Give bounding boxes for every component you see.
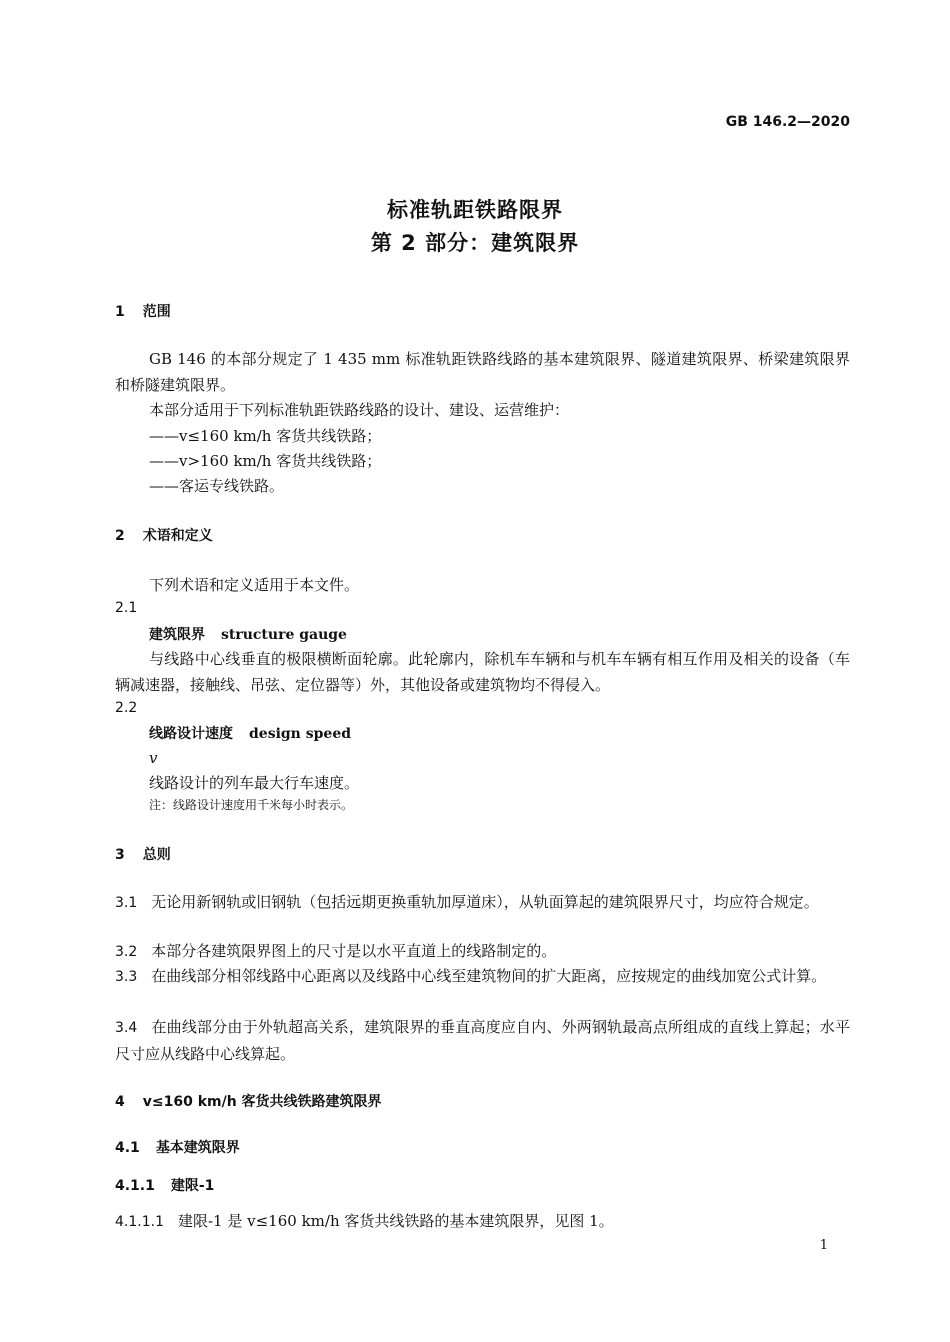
section-1-heading bbox=[115, 301, 171, 321]
section-title: 术语和定义 bbox=[142, 528, 213, 544]
section-number: 3 bbox=[115, 847, 125, 863]
clause-number: 3.1 bbox=[115, 895, 138, 911]
clause-4-1-1-1 bbox=[115, 1208, 614, 1235]
subsection-4-1-heading bbox=[115, 1137, 240, 1157]
term-definition: 线路设计的列车最大行车速度。 bbox=[149, 774, 360, 792]
section-3-heading bbox=[115, 844, 171, 864]
terms-intro: 下列术语和定义适用于本文件。 bbox=[149, 576, 360, 594]
section-title: v≤160 km/h 客货共线铁路建筑限界 bbox=[142, 1094, 382, 1110]
section-number: 4.1.1 bbox=[115, 1178, 155, 1194]
section-number: 4.1 bbox=[115, 1140, 140, 1156]
clause-text: 建限-1 是 v≤160 km/h 客货共线铁路的基本建筑限界，见图 1。 bbox=[177, 1212, 614, 1230]
term-entry bbox=[149, 723, 351, 743]
term-note: 注：线路设计速度用千米每小时表示。 bbox=[149, 798, 354, 812]
section-title: 建限-1 bbox=[170, 1178, 215, 1194]
scope-applicability: 本部分适用于下列标准轨距铁路线路的设计、建设、运营维护： bbox=[149, 401, 570, 419]
doc-subtitle: 第 2 部分：建筑限界 bbox=[370, 231, 580, 255]
standard-code: GB 146.2—2020 bbox=[725, 114, 850, 130]
term-number: 2.2 bbox=[115, 700, 138, 716]
term-definition: 与线路中心线垂直的极限横断面轮廓。此轮廓内，除机车车辆和与机车车辆有相互作用及相关的设备（车辆减速器，接触线、吊弦、定位器等）外，其他设备或建筑物均不得侵入。 bbox=[115, 650, 850, 694]
term-symbol: v bbox=[149, 749, 158, 767]
list-item: ——客运专线铁路。 bbox=[149, 477, 285, 495]
clause-3-1 bbox=[115, 889, 850, 916]
clause-text: 在曲线部分相邻线路中心距离以及线路中心线至建筑物间的扩大距离，应按规定的曲线加宽公式计算。 bbox=[151, 967, 827, 985]
clause-number: 3.2 bbox=[115, 944, 138, 960]
section-title: 基本建筑限界 bbox=[155, 1140, 240, 1156]
clause-text: 无论用新钢轨或旧钢轨（包括远期更换重轨加厚道床），从轨面算起的建筑限界尺寸，均应符合规定。 bbox=[151, 893, 819, 911]
section-title: 总则 bbox=[142, 847, 171, 863]
section-number: 1 bbox=[115, 304, 125, 320]
term-chinese: 线路设计速度 bbox=[149, 726, 233, 742]
clause-3-3 bbox=[115, 963, 850, 990]
clause-text: 在曲线部分由于外轨超高关系，建筑限界的垂直高度应自内、外两钢轨最高点所组成的直线上算起；水平尺寸应从线路中心线算起。 bbox=[115, 1018, 850, 1063]
subsection-4-1-1-heading bbox=[115, 1175, 214, 1195]
term-chinese: 建筑限界 bbox=[149, 627, 205, 643]
clause-3-4 bbox=[115, 1014, 850, 1067]
section-number: 2 bbox=[115, 528, 125, 544]
term-number: 2.1 bbox=[115, 600, 138, 616]
section-number: 4 bbox=[115, 1094, 125, 1110]
clause-number: 3.4 bbox=[115, 1020, 138, 1036]
clause-text: 本部分各建筑限界图上的尺寸是以水平直道上的线路制定的。 bbox=[151, 942, 557, 960]
clause-number: 3.3 bbox=[115, 969, 138, 985]
page-number: 1 bbox=[819, 1238, 828, 1253]
section-title: 范围 bbox=[142, 304, 171, 320]
clause-3-2 bbox=[115, 938, 850, 965]
list-item: ——v≤160 km/h 客货共线铁路； bbox=[149, 427, 382, 445]
section-2-heading bbox=[115, 525, 213, 545]
scope-paragraph: GB 146 的本部分规定了 1 435 mm 标准轨距铁路线路的基本建筑限界、隧道建筑限界、桥梁建筑限界和桥隧建筑限界。 bbox=[115, 350, 850, 394]
term-english: structure gauge bbox=[221, 627, 347, 643]
term-entry bbox=[149, 624, 347, 644]
section-4-heading bbox=[115, 1091, 382, 1111]
list-item: ——v>160 km/h 客货共线铁路； bbox=[149, 452, 382, 470]
term-english: design speed bbox=[249, 726, 352, 742]
clause-number: 4.1.1.1 bbox=[115, 1214, 164, 1230]
doc-title: 标准轨距铁路限界 bbox=[387, 198, 563, 222]
